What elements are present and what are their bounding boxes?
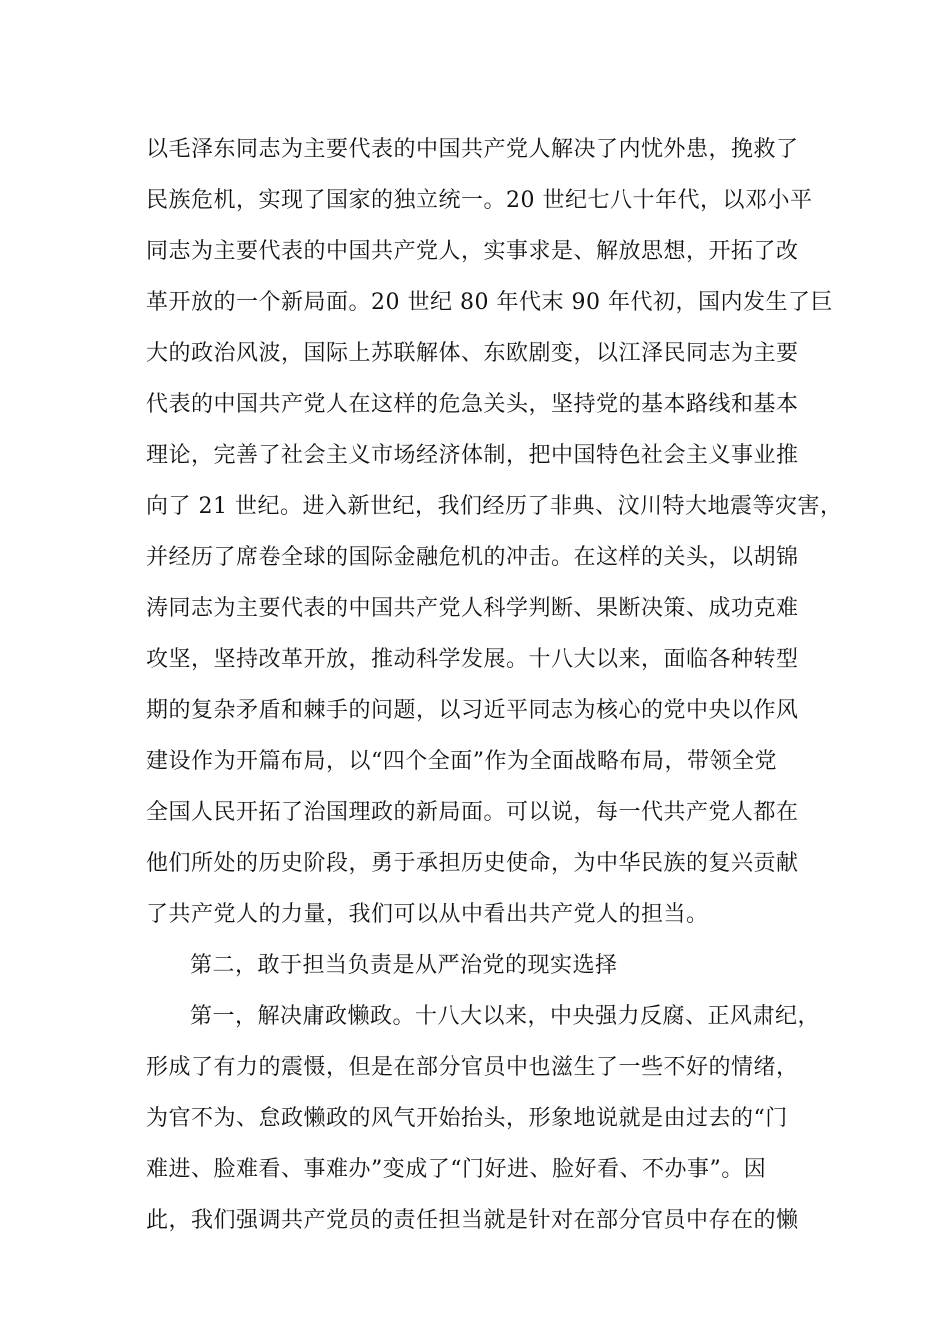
text-line: 了共产党人的力量，我们可以从中看出共产党人的担当。 [146,902,709,927]
text-line: 期的复杂矛盾和棘手的问题，以习近平同志为核心的党中央以作风 [146,698,799,723]
text-line: 以毛泽东同志为主要代表的中国共产党人解决了内忧外患，挽救了 [146,137,799,162]
text-line: 他们所处的历史阶段，勇于承担历史使命，为中华民族的复兴贡献 [146,851,799,876]
text-line: 建设作为开篇布局，以“四个全面”作为全面战略布局，带领全党 [146,749,777,774]
text-line: 难进、脸难看、事难办”变成了“门好进、脸好看、不办事”。因 [146,1157,767,1182]
text-line: 大的政治风波，国际上苏联解体、东欧剧变，以江泽民同志为主要 [146,341,799,366]
text-line: 涛同志为主要代表的中国共产党人科学判断、果断决策、成功克难 [146,596,799,621]
text-line: 此，我们强调共产党员的责任担当就是针对在部分官员中存在的懒 [146,1208,799,1233]
paragraph-first-line: 第一，解决庸政懒政。十八大以来，中央强力反腐、正风肃纪， [190,1004,821,1029]
text-line: 民族危机，实现了国家的独立统一。20 世纪七八十年代，以邓小平 [146,188,813,213]
text-line: 并经历了席卷全球的国际金融危机的冲击。在这样的关头，以胡锦 [146,545,799,570]
text-line: 攻坚，坚持改革开放，推动科学发展。十八大以来，面临各种转型 [146,647,799,672]
text-line: 同志为主要代表的中国共产党人，实事求是、解放思想，开拓了改 [146,239,799,264]
text-line: 形成了有力的震慑，但是在部分官员中也滋生了一些不好的情绪， [146,1055,799,1080]
text-line: 革开放的一个新局面。20 世纪 80 年代末 90 年代初，国内发生了巨 [146,290,833,315]
text-line: 向了 21 世纪。进入新世纪，我们经历了非典、汶川特大地震等灾害， [146,494,843,519]
text-line: 全国人民开拓了治国理政的新局面。可以说，每一代共产党人都在 [146,800,799,825]
text-line: 为官不为、怠政懒政的风气开始抬头，形象地说就是由过去的“门 [146,1106,788,1131]
section-heading: 第二，敢于担当负责是从严治党的现实选择 [190,953,618,978]
text-line: 代表的中国共产党人在这样的危急关头，坚持党的基本路线和基本 [146,392,799,417]
text-line: 理论，完善了社会主义市场经济体制，把中国特色社会主义事业推 [146,443,799,468]
